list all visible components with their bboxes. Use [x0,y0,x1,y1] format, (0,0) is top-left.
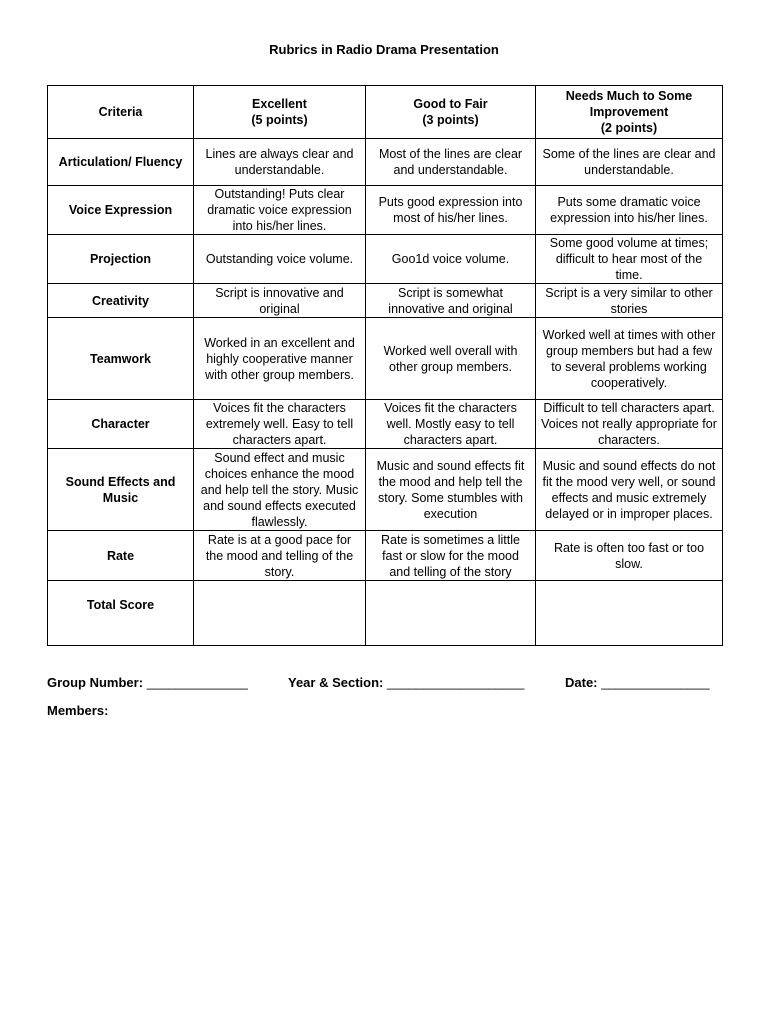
footer-line [47,675,248,690]
good-cell: Voices fit the characters well. Mostly easy to tell characters apart. [366,400,536,449]
needs-cell: Some of the lines are clear and understandable. [536,139,723,186]
table-row [48,284,723,318]
good-cell: Rate is sometimes a little fast or slow for the mood and telling of the story [366,531,536,581]
needs-cell: Rate is often too fast or too slow. [536,531,723,581]
table-row [48,581,723,646]
header-excellent-points: (5 points) [251,113,308,127]
members-label: Members: [47,703,109,718]
criteria-cell: Projection [48,235,194,284]
header-excellent-label: Excellent [252,97,307,111]
good-cell [366,581,536,646]
date-label: Date: [565,675,598,690]
header-good-label: Good to Fair [413,97,488,111]
excellent-cell: Lines are always clear and understandable. [194,139,366,186]
good-cell: Worked well overall with other group members. [366,318,536,400]
criteria-cell: Sound Effects and Music [48,449,194,531]
needs-cell: Script is a very similar to other stories [536,284,723,318]
needs-cell: Difficult to tell characters apart. Voices not really appropriate for characters. [536,400,723,449]
table-row [48,400,723,449]
good-cell: Goo1d voice volume. [366,235,536,284]
document-title: Rubrics in Radio Drama Presentation [269,42,499,57]
criteria-cell: Rate [48,531,194,581]
criteria-cell: Total Score [48,581,194,646]
excellent-cell: Outstanding voice volume. [194,235,366,284]
needs-cell: Music and sound effects do not fit the mood very well, or sound effects and music extremely delayed or in improper places. [536,449,723,531]
good-cell: Puts good expression into most of his/her lines. [366,186,536,235]
excellent-cell: Outstanding! Puts clear dramatic voice expression into his/her lines. [194,186,366,235]
footer-year-section [288,675,524,690]
footer-date [565,675,710,690]
header-criteria: Criteria [48,86,194,139]
header-needs-label: Needs Much to Some Improvement [565,89,693,119]
rubric-table [47,85,723,646]
header-needs [536,86,723,139]
table-header-row [48,86,723,139]
date-blank: _______________ [601,675,710,690]
table-row [48,318,723,400]
good-cell: Most of the lines are clear and understandable. [366,139,536,186]
needs-cell: Puts some dramatic voice expression into his/her lines. [536,186,723,235]
needs-cell: Worked well at times with other group members but had a few to several problems working cooperatively. [536,318,723,400]
criteria-cell: Creativity [48,284,194,318]
group-number-label: Group Number: [47,675,144,690]
criteria-cell: Teamwork [48,318,194,400]
header-needs-points: (2 points) [600,121,658,135]
criteria-cell: Character [48,400,194,449]
excellent-cell: Voices fit the characters extremely well. Easy to tell characters apart. [194,400,366,449]
good-cell: Music and sound effects fit the mood and help tell the story. Some stumbles with execution [366,449,536,531]
header-good [366,86,536,139]
excellent-cell [194,581,366,646]
good-cell: Script is somewhat innovative and original [366,284,536,318]
year-section-blank: ___________________ [387,675,525,690]
table-row [48,235,723,284]
group-number-blank: ______________ [146,675,248,690]
header-excellent [194,86,366,139]
table-row [48,139,723,186]
table-row [48,531,723,581]
table-row [48,186,723,235]
excellent-cell: Rate is at a good pace for the mood and telling of the story. [194,531,366,581]
needs-cell: Some good volume at times; difficult to hear most of the time. [536,235,723,284]
excellent-cell: Script is innovative and original [194,284,366,318]
needs-cell [536,581,723,646]
criteria-cell: Articulation/ Fluency [48,139,194,186]
year-section-label: Year & Section: [288,675,384,690]
excellent-cell: Worked in an excellent and highly cooperative manner with other group members. [194,318,366,400]
criteria-cell: Voice Expression [48,186,194,235]
header-good-points: (3 points) [422,113,479,127]
excellent-cell: Sound effect and music choices enhance the mood and help tell the story. Music and sound effects executed flawlessly. [194,449,366,531]
table-row [48,449,723,531]
